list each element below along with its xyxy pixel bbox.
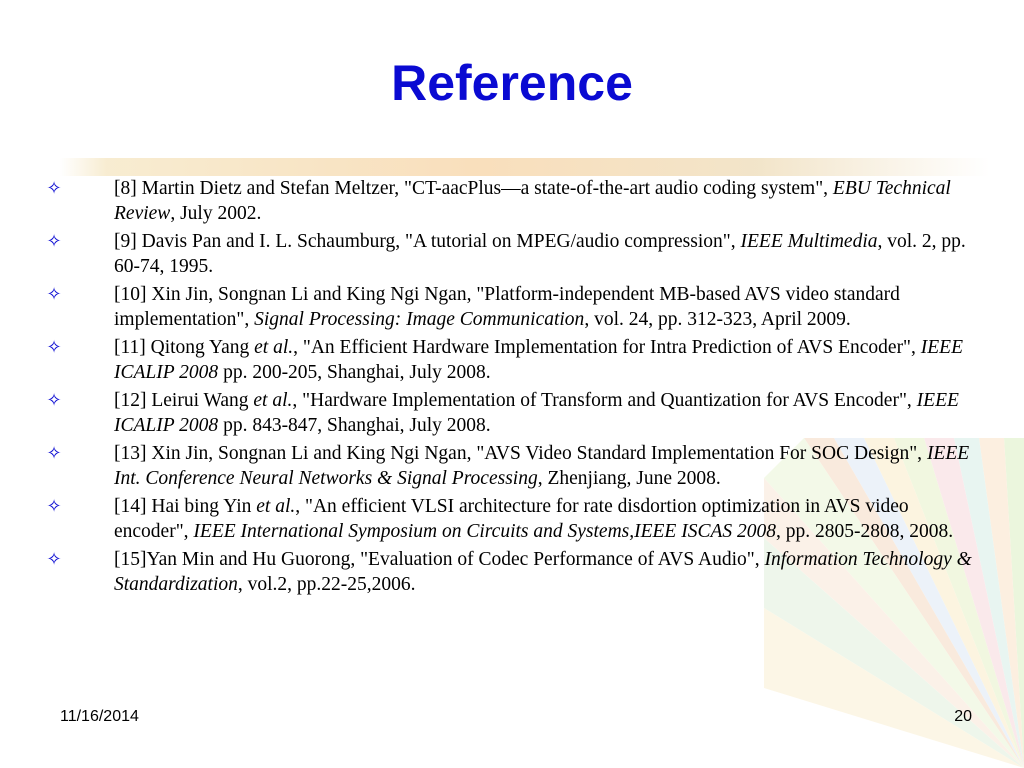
reference-text: [14] Hai bing Yin bbox=[114, 496, 257, 517]
four-pointed-star-icon: ✧ bbox=[46, 178, 62, 199]
reference-list bbox=[42, 176, 982, 600]
footer-date: 11/16/2014 bbox=[60, 708, 139, 725]
reference-item bbox=[42, 282, 982, 332]
four-pointed-star-icon: ✧ bbox=[46, 231, 62, 252]
reference-item bbox=[42, 441, 982, 491]
reference-text: , pp. 2805-2808, 2008. bbox=[776, 521, 954, 542]
reference-text: , July 2002. bbox=[170, 203, 262, 224]
reference-italic-text: et al. bbox=[254, 337, 294, 358]
reference-text: , vol.2, pp.22-25,2006. bbox=[237, 574, 416, 595]
four-pointed-star-icon: ✧ bbox=[46, 284, 62, 305]
reference-item bbox=[42, 547, 982, 597]
reference-text: , "An efficient VLSI architecture for rate disdortion optimization in AVS video encoder", bbox=[114, 496, 909, 542]
reference-italic-text: Information Technology & Standardization bbox=[114, 549, 972, 595]
reference-text: , vol. 2, pp. 60-74, 1995. bbox=[114, 231, 966, 277]
reference-text: pp. 843-847, Shanghai, July 2008. bbox=[218, 415, 491, 436]
four-pointed-star-icon: ✧ bbox=[46, 390, 62, 411]
reference-text: pp. 200-205, Shanghai, July 2008. bbox=[218, 362, 491, 383]
reference-italic-text: IEEE Int. Conference Neural Networks & Signal Processing bbox=[114, 443, 970, 489]
reference-italic-text: IEEE International Symposium on Circuits and Systems,IEEE ISCAS 2008 bbox=[193, 521, 777, 542]
reference-item bbox=[42, 388, 982, 438]
reference-text: [8] Martin Dietz and Stefan Meltzer, "CT-aacPlus—a state-of-the-art audio coding system", bbox=[114, 178, 833, 199]
reference-text: [10] Xin Jin, Songnan Li and King Ngi Ngan, "Platform-independent MB-based AVS video standard implementation", bbox=[114, 284, 900, 330]
four-pointed-star-icon: ✧ bbox=[46, 496, 62, 517]
four-pointed-star-icon: ✧ bbox=[46, 337, 62, 358]
reference-italic-text: et al. bbox=[256, 496, 296, 517]
reference-italic-text: Signal Processing: Image Communication bbox=[254, 309, 585, 330]
reference-italic-text: IEEE ICALIP 2008 bbox=[114, 390, 959, 436]
reference-item bbox=[42, 229, 982, 279]
four-pointed-star-icon: ✧ bbox=[46, 443, 62, 464]
title-divider bbox=[60, 158, 990, 176]
reference-text: [9] Davis Pan and I. L. Schaumburg, "A tutorial on MPEG/audio compression", bbox=[114, 231, 741, 252]
reference-text: , "An Efficient Hardware Implementation for Intra Prediction of AVS Encoder", bbox=[293, 337, 921, 358]
reference-text: , Zhenjiang, June 2008. bbox=[537, 468, 721, 489]
reference-text: , vol. 24, pp. 312-323, April 2009. bbox=[584, 309, 851, 330]
reference-italic-text: IEEE ICALIP 2008 bbox=[114, 337, 964, 383]
page-number: 20 bbox=[954, 708, 972, 725]
reference-text: [12] Leirui Wang bbox=[114, 390, 254, 411]
reference-item bbox=[42, 494, 982, 544]
four-pointed-star-icon: ✧ bbox=[46, 549, 62, 570]
reference-item bbox=[42, 335, 982, 385]
reference-text: [13] Xin Jin, Songnan Li and King Ngi Ngan, "AVS Video Standard Implementation For SOC Design", bbox=[114, 443, 927, 464]
reference-text: , "Hardware Implementation of Transform and Quantization for AVS Encoder", bbox=[292, 390, 917, 411]
slide-title: Reference bbox=[391, 55, 633, 111]
reference-item bbox=[42, 176, 982, 226]
reference-italic-text: IEEE Multimedia bbox=[740, 231, 878, 252]
reference-text: [11] Qitong Yang bbox=[114, 337, 255, 358]
reference-text: [15]Yan Min and Hu Guorong, "Evaluation of Codec Performance of AVS Audio", bbox=[114, 549, 765, 570]
reference-italic-text: EBU Technical Review bbox=[114, 178, 951, 224]
reference-italic-text: et al. bbox=[253, 390, 293, 411]
